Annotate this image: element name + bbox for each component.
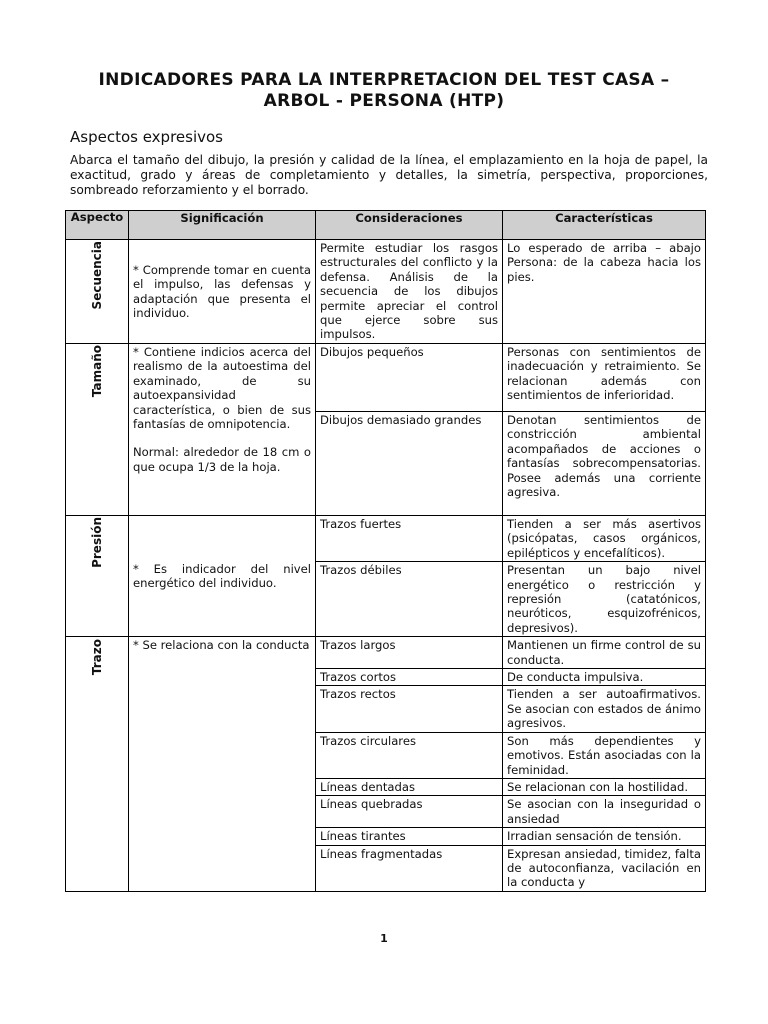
- header-characteristics: Características: [503, 211, 706, 240]
- aspect-cell-trazo: [66, 637, 129, 892]
- significance-presion: [129, 516, 316, 637]
- header-considerations: Consideraciones: [316, 211, 503, 240]
- consideration-cell: Trazos cortos: [316, 669, 503, 686]
- significance-trazo: [129, 637, 316, 892]
- aspect-label-presion: Presión: [89, 517, 104, 568]
- aspect-cell-secuencia: [66, 240, 129, 344]
- characteristic-cell: Mantienen un firme control de su conducta.: [503, 637, 706, 669]
- consideration-cell: Líneas quebradas: [316, 796, 503, 828]
- aspect-label-tamano: Tamaño: [89, 345, 104, 398]
- document-title: [60, 70, 708, 112]
- table-row-trazo: [66, 637, 706, 669]
- characteristic-cell: Lo esperado de arriba – abajo Persona: de la cabeza hacia los pies.: [503, 240, 706, 344]
- significance-text: * Es indicador del nivel energético del individuo.: [133, 561, 311, 591]
- aspect-label-secuencia: Secuencia: [89, 241, 104, 310]
- header-aspect: Aspecto: [66, 211, 129, 240]
- significance-secuencia: [129, 240, 316, 344]
- aspect-cell-tamano: [66, 344, 129, 516]
- table-row-presion: [66, 516, 706, 562]
- consideration-cell: Trazos largos: [316, 637, 503, 669]
- significance-text: * Se relaciona con la conducta: [133, 638, 310, 653]
- title-line-2: ARBOL - PERSONA (HTP): [263, 91, 505, 111]
- section-subtitle: Aspectos expresivos: [70, 128, 223, 146]
- aspect-label-trazo: Trazo: [89, 639, 104, 676]
- characteristic-cell: Son más dependientes y emotivos. Están asociadas con la feminidad.: [503, 732, 706, 778]
- consideration-cell: Permite estudiar los rasgos estructurales del conflicto y la defensa. Análisis de la secuencia de los dibujos permite apreciar el control que ejerce sobre sus impulsos.: [316, 240, 503, 344]
- table-row-secuencia: [66, 240, 706, 344]
- consideration-cell: Líneas tirantes: [316, 828, 503, 845]
- significance-text: * Contiene indicios acerca del realismo de la autoestima del examinado, de su autoexpansividad característica, o bien de sus fantasías de omnipotencia.: [133, 345, 311, 432]
- characteristic-cell: De conducta impulsiva.: [503, 669, 706, 686]
- characteristic-cell: Tienden a ser autoafirmativos. Se asocian con estados de ánimo agresivos.: [503, 686, 706, 732]
- significance-note: Normal: alrededor de 18 cm o que ocupa 1/3 de la hoja.: [133, 445, 311, 474]
- consideration-cell: Líneas dentadas: [316, 778, 503, 795]
- table-header-row: [66, 211, 706, 240]
- consideration-cell: Dibujos pequeños: [316, 344, 503, 412]
- indicators-table: [65, 210, 706, 892]
- consideration-cell: Trazos circulares: [316, 732, 503, 778]
- consideration-cell: Dibujos demasiado grandes: [316, 412, 503, 516]
- characteristic-cell: Tienden a ser más asertivos (psicópatas, casos orgánicos, epilépticos y encefalíticos).: [503, 516, 706, 562]
- significance-text: * Comprende tomar en cuenta el impulso, las defensas y adaptación que presenta el individuo.: [133, 262, 311, 320]
- consideration-cell: Trazos rectos: [316, 686, 503, 732]
- consideration-cell: Trazos débiles: [316, 562, 503, 637]
- table-row-tamano: [66, 344, 706, 412]
- characteristic-cell: Presentan un bajo nivel energético o restricción y represión (catatónicos, neuróticos, esquizofrénicos, depresivos).: [503, 562, 706, 637]
- characteristic-cell: Personas con sentimientos de inadecuación y retraimiento. Se relacionan además con sentimientos de inferioridad.: [503, 344, 706, 412]
- page-number: 1: [380, 932, 388, 945]
- title-line-1: INDICADORES PARA LA INTERPRETACION DEL TEST CASA –: [98, 70, 670, 90]
- consideration-cell: Trazos fuertes: [316, 516, 503, 562]
- characteristic-cell: Irradian sensación de tensión.: [503, 828, 706, 845]
- aspect-cell-presion: [66, 516, 129, 637]
- header-significance: Significación: [129, 211, 316, 240]
- characteristic-cell: Denotan sentimientos de constricción ambiental acompañados de acciones o fantasías sobrecompensatorias. Posee además una corriente agresiva.: [503, 412, 706, 516]
- intro-paragraph: Abarca el tamaño del dibujo, la presión y calidad de la línea, el emplazamiento en la hoja de papel, la exactitud, grado y áreas de completamiento y detalles, la simetría, perspectiva, proporciones, sombreado reforzamiento y el borrado.: [70, 153, 708, 197]
- significance-tamano: [129, 344, 316, 516]
- characteristic-cell: Expresan ansiedad, timidez, falta de autoconfianza, vacilación en la conducta y: [503, 845, 706, 891]
- consideration-cell: Líneas fragmentadas: [316, 845, 503, 891]
- characteristic-cell: Se asocian con la inseguridad o ansiedad: [503, 796, 706, 828]
- characteristic-cell: Se relacionan con la hostilidad.: [503, 778, 706, 795]
